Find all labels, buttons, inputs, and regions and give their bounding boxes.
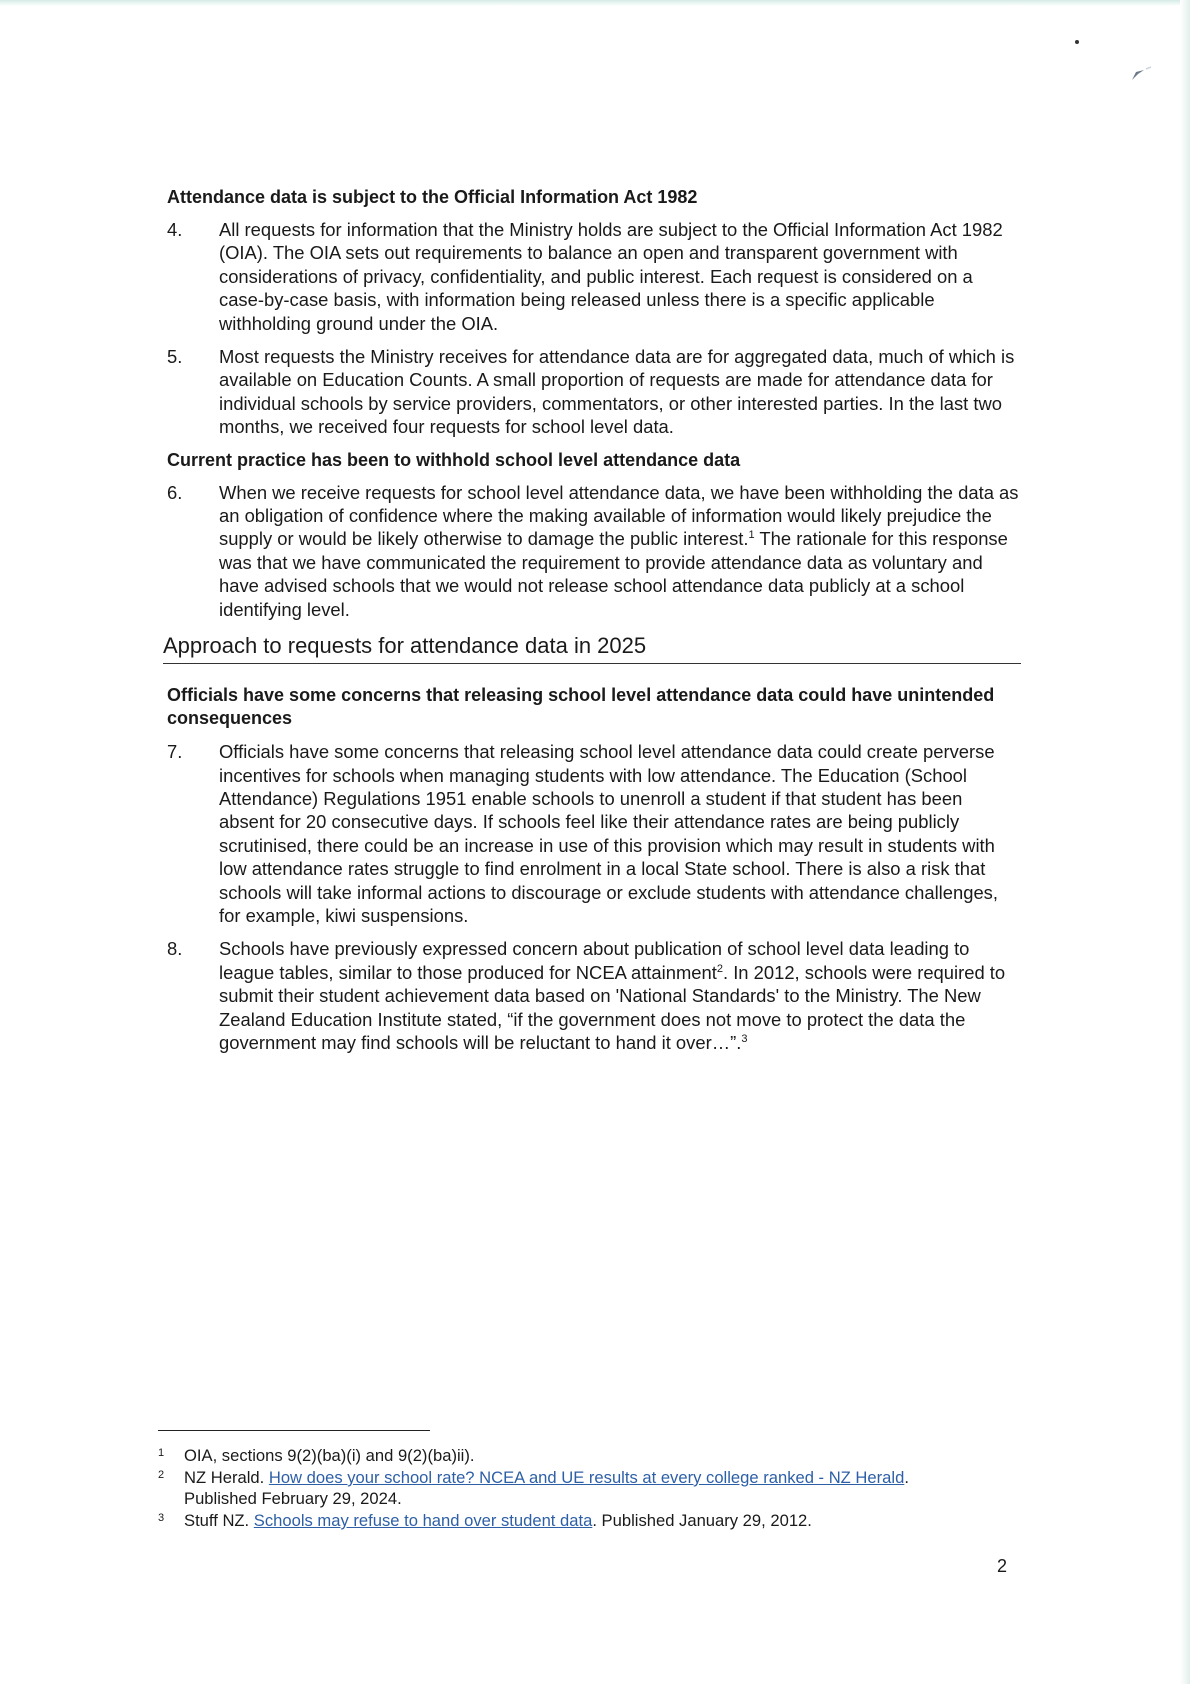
paragraph-4 — [165, 218, 1020, 335]
footnote-number: 1 — [158, 1447, 165, 1459]
paragraph-number: 5. — [167, 346, 183, 368]
document-body — [165, 186, 1020, 1064]
footnote-link-nz-herald[interactable]: How does your school rate? NCEA and UE results at every college ranked - NZ Herald — [268, 1468, 905, 1487]
paragraph-5 — [165, 345, 1020, 439]
footnote-date: . Published February 29, 2024. — [184, 1468, 909, 1508]
paragraph-text: Most requests the Ministry receives for attendance data are for aggregated data, much of which is available on Education Counts. A small proportion of requests are made for attendance data for individual schools by service providers, commentators, or other interested parties. In the last two months, we received four requests for school level data. — [219, 346, 1015, 438]
footnote-source: Stuff NZ. — [184, 1511, 254, 1530]
paragraph-text — [219, 481, 1020, 621]
footnote-separator — [158, 1430, 430, 1431]
paragraph-number: 8. — [167, 938, 183, 960]
footnotes — [158, 1430, 978, 1532]
footnote-3 — [158, 1510, 978, 1531]
paragraph-text: All requests for information that the Ministry holds are subject to the Official Information Act 1982 (OIA). The OIA sets out requirements to balance an open and transparent government with considerations of privacy, confidentiality, and public interest. Each request is considered on a case-by-case basis, with information being released unless there is a specific applicable withholding ground under the OIA. — [219, 219, 1003, 334]
footnote-text — [184, 1510, 978, 1531]
heading-current-practice: Current practice has been to withhold school level attendance data — [167, 449, 741, 470]
paragraph-text: Officials have some concerns that releasing school level attendance data could create perverse incentives for schools when managing students with low attendance. The Education (School Attendance) Regulations 1951 enable schools to unenroll a student if that student has been absent for 20 consecutive days. If schools feel like their attendance rates are being publicly scrutinised, there could be an increase in use of this provision which may result in students with low attendance rates struggle to find enrolment in a local State school. There is also a risk that schools will take informal actions to discourage or exclude students with attendance challenges, for example, kiwi suspensions. — [219, 741, 998, 926]
paragraph-7 — [165, 740, 1020, 927]
paragraph-text-part: Schools have previously expressed concern about publication of school level data leading to league tables, similar to those produced for NCEA attainment — [219, 938, 970, 983]
paragraph-text-part: The rationale for this response was that we have communicated the requirement to provide attendance data as voluntary and have advised schools that we would not release school attendance data publicly at a school identifying level. — [219, 528, 1008, 620]
scan-speck — [1075, 40, 1079, 44]
footnote-text — [184, 1467, 978, 1509]
footnote-number: 3 — [158, 1512, 165, 1524]
footnote-source: NZ Herald. — [184, 1468, 269, 1487]
footnote-ref-1[interactable]: 1 — [748, 529, 755, 542]
paragraph-text-part: When we receive requests for school level attendance data, we have been withholding the data as an obligation of confidence where the making available of information would likely prejudice the supply or would be likely otherwise to damage the public interest. — [219, 481, 1019, 550]
paragraph-text — [219, 937, 1020, 1054]
paragraph-number: 6. — [167, 481, 183, 503]
footnote-2 — [158, 1467, 978, 1509]
footnote-date: . Published January 29, 2012. — [592, 1511, 812, 1530]
scan-edge-right — [1180, 0, 1190, 1684]
footnote-ref-2[interactable]: 2 — [716, 962, 723, 975]
heading-oia: Attendance data is subject to the Official Information Act 1982 — [167, 187, 698, 207]
scan-edge-top — [0, 0, 1190, 6]
paragraph-8 — [165, 937, 1020, 1054]
paragraph-text-part: . In 2012, schools were required to submit their student achievement data based on 'National Standards' to the Ministry. The New Zealand Education Institute stated, “if the government does not move to protect the data the government may find schools will be reluctant to hand it over…”. — [219, 961, 1006, 1053]
section-title-approach: Approach to requests for attendance data in 2025 — [163, 633, 1021, 664]
paragraph-number: 4. — [167, 219, 183, 240]
footnote-ref-3[interactable]: 3 — [741, 1032, 748, 1045]
footnote-text: OIA, sections 9(2)(ba)(i) and 9(2)(ba)ii). — [184, 1446, 475, 1465]
footnote-link-stuff[interactable]: Schools may refuse to hand over student data — [253, 1511, 593, 1530]
heading-concerns: Officials have some concerns that releasing school level attendance data could have unintended consequences — [167, 685, 995, 729]
footnote-number: 2 — [158, 1469, 165, 1481]
paragraph-6 — [165, 481, 1020, 621]
scan-mark-icon — [1130, 66, 1154, 82]
page-number: 2 — [997, 1556, 1008, 1576]
paragraph-number: 7. — [167, 741, 183, 763]
footnote-1 — [158, 1445, 978, 1466]
